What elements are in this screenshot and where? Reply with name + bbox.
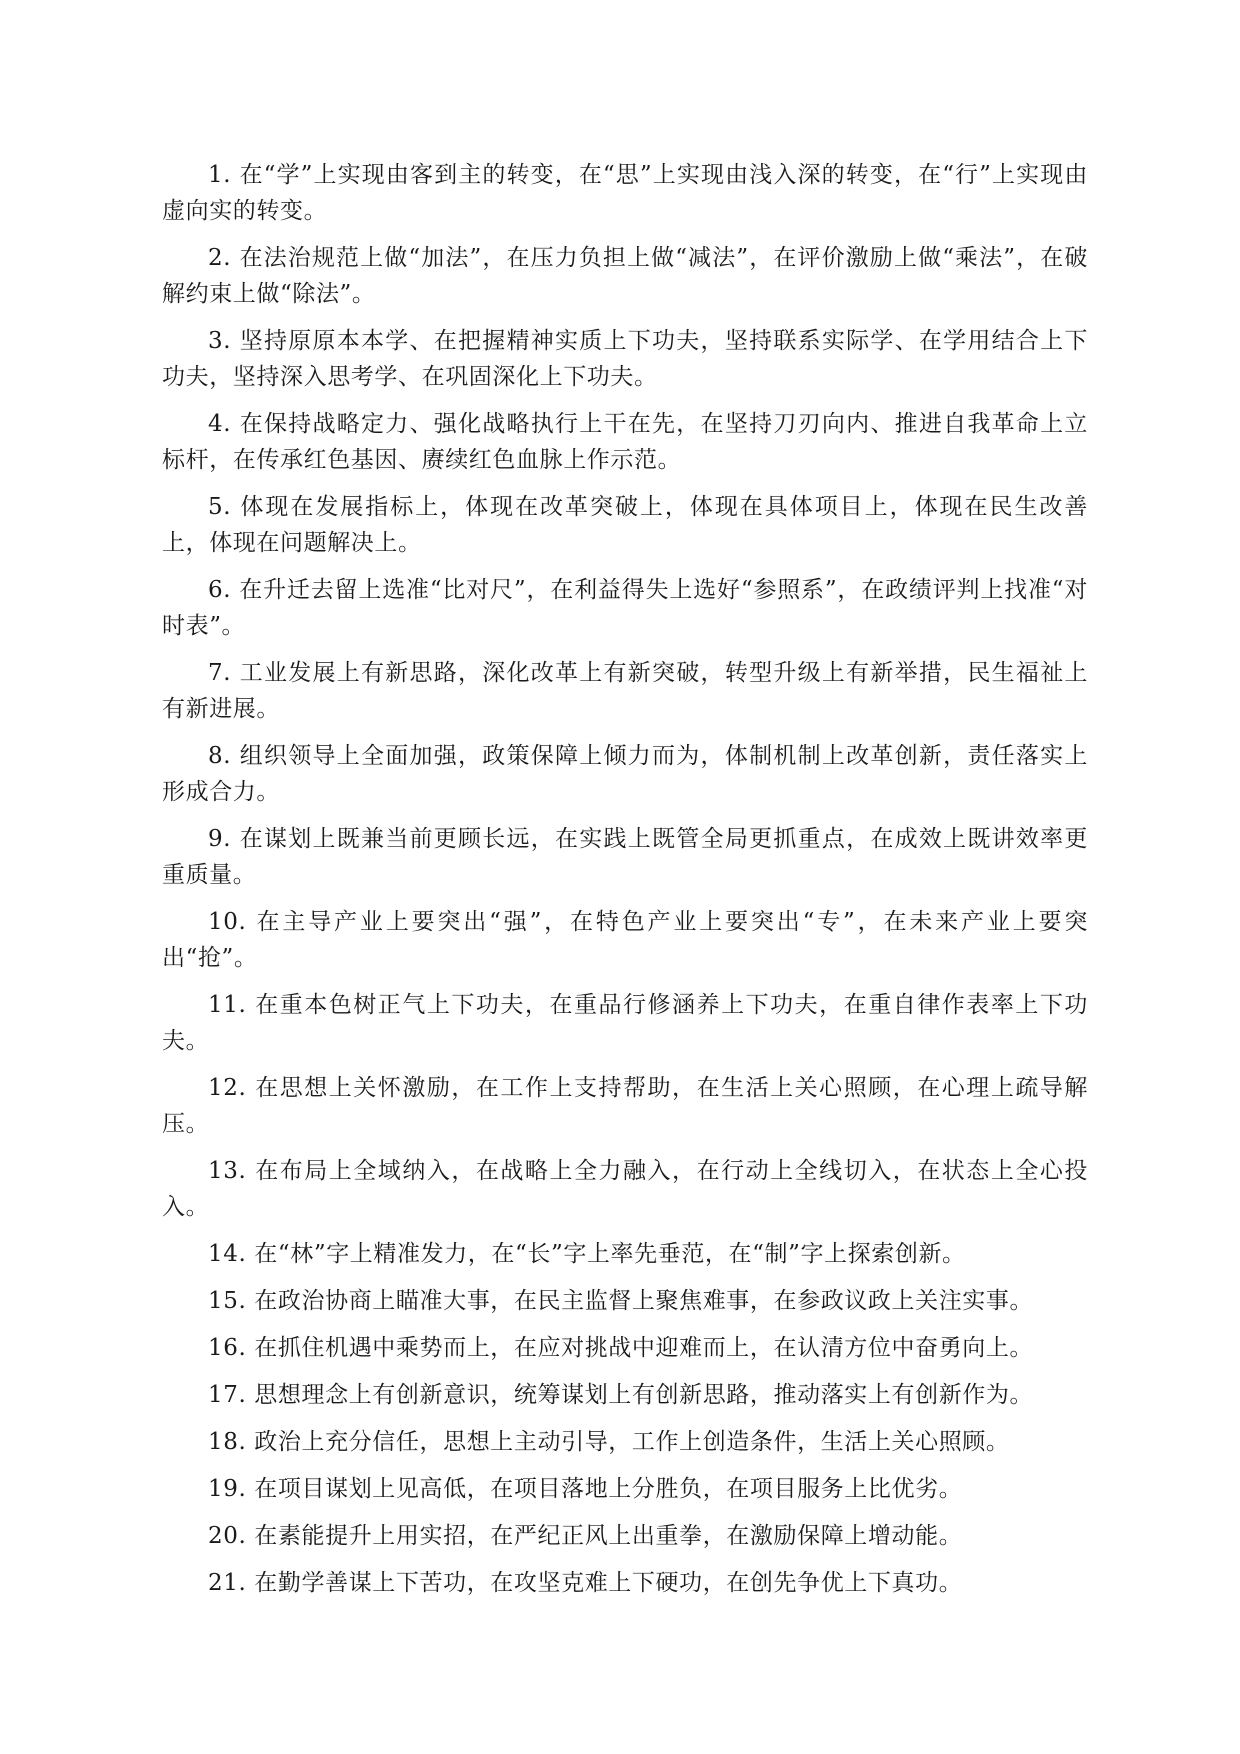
list-item: 15. 在政治协商上瞄准大事，在民主监督上聚焦难事，在参政议政上关注实事。	[208, 1288, 1034, 1314]
list-item: 17. 思想理念上有创新意识，统筹谋划上有创新思路，推动落实上有创新作为。	[208, 1382, 1034, 1408]
list-item: 4. 在保持战略定力、强化战略执行上干在先，在坚持刀刃向内、推进自我革命上立标杆，在传承红色基因、赓续红色血脉上作示范。	[162, 411, 1088, 473]
list-item: 12. 在思想上关怀激励，在工作上支持帮助，在生活上关心照顾，在心理上疏导解压。	[162, 1075, 1088, 1137]
list-item: 18. 政治上充分信任，思想上主动引导，工作上创造条件，生活上关心照顾。	[208, 1429, 1010, 1455]
list-item: 16. 在抓住机遇中乘势而上，在应对挑战中迎难而上，在认清方位中奋勇向上。	[208, 1335, 1034, 1361]
list-item: 21. 在勤学善谋上下苦功，在攻坚克难上下硬功，在创先争优上下真功。	[208, 1570, 963, 1596]
list-item: 13. 在布局上全域纳入，在战略上全力融入，在行动上全线切入，在状态上全心投入。	[162, 1158, 1088, 1220]
list-item: 20. 在素能提升上用实招，在严纪正风上出重拳，在激励保障上增动能。	[208, 1523, 963, 1549]
list-item: 2. 在法治规范上做“加法”，在压力负担上做“减法”，在评价激励上做“乘法”，在破解约束上做“除法”。	[162, 245, 1088, 307]
list-item: 5. 体现在发展指标上，体现在改革突破上，体现在具体项目上，体现在民生改善上，体现在问题解决上。	[162, 494, 1088, 556]
document-body	[162, 157, 1088, 1612]
list-item: 19. 在项目谋划上见高低，在项目落地上分胜负，在项目服务上比优劣。	[208, 1476, 963, 1502]
list-item: 1. 在“学”上实现由客到主的转变，在“思”上实现由浅入深的转变，在“行”上实现由虚向实的转变。	[162, 162, 1088, 224]
list-item: 3. 坚持原原本本学、在把握精神实质上下功夫，坚持联系实际学、在学用结合上下功夫，坚持深入思考学、在巩固深化上下功夫。	[162, 328, 1088, 390]
list-item: 9. 在谋划上既兼当前更顾长远，在实践上既管全局更抓重点，在成效上既讲效率更重质量。	[162, 826, 1088, 888]
list-item: 14. 在“林”字上精准发力，在“长”字上率先垂范，在“制”字上探索创新。	[208, 1241, 966, 1267]
list-item: 8. 组织领导上全面加强，政策保障上倾力而为，体制机制上改革创新，责任落实上形成合力。	[162, 743, 1088, 805]
list-item: 6. 在升迁去留上选准“比对尺”，在利益得失上选好“参照系”，在政绩评判上找准“对时表”。	[162, 577, 1088, 639]
list-item: 10. 在主导产业上要突出“强”，在特色产业上要突出“专”，在未来产业上要突出“抢”。	[162, 909, 1088, 971]
list-item: 7. 工业发展上有新思路，深化改革上有新突破，转型升级上有新举措，民生福祉上有新进展。	[162, 660, 1088, 722]
list-item: 11. 在重本色树正气上下功夫，在重品行修涵养上下功夫，在重自律作表率上下功夫。	[162, 992, 1088, 1054]
